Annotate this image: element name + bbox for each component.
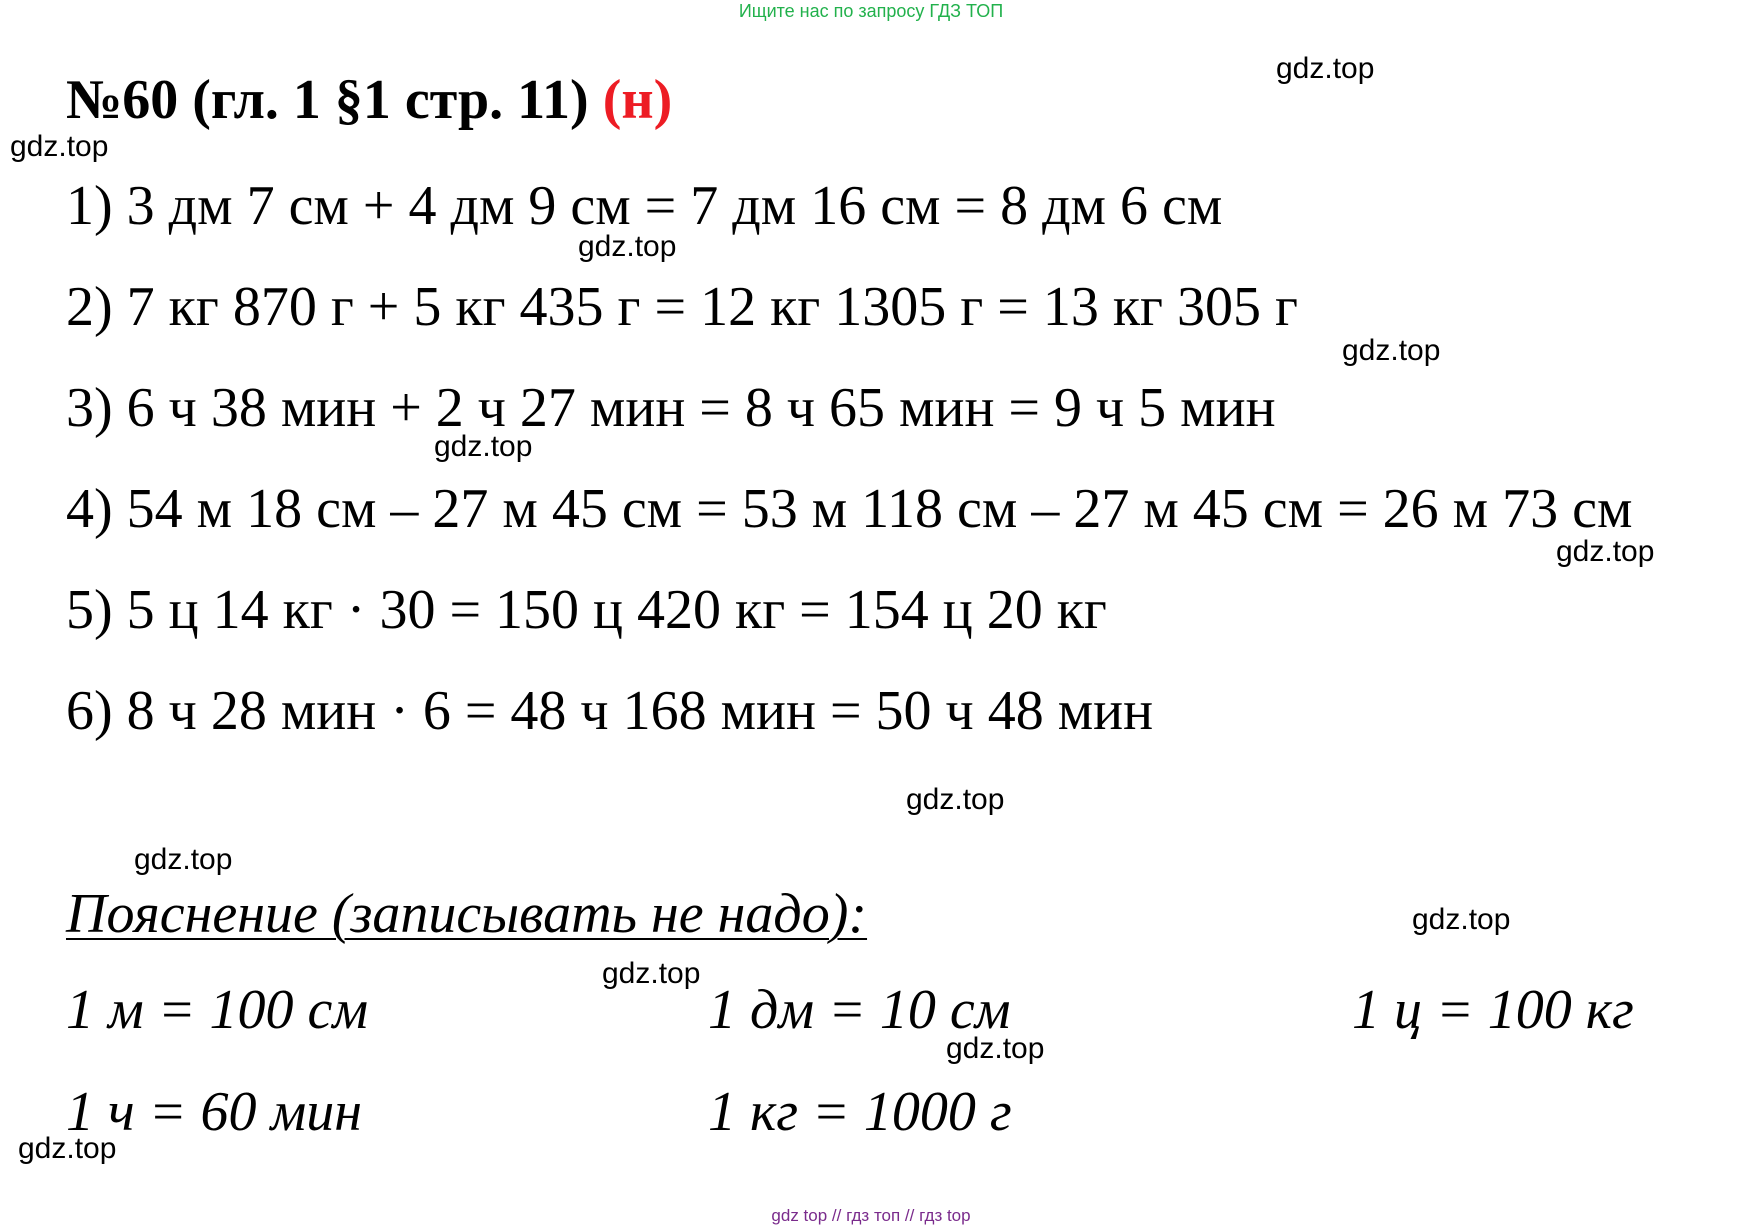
watermark: gdz.top xyxy=(578,230,677,263)
fact-h-min: 1 ч = 60 мин xyxy=(66,1081,363,1143)
watermark: gdz.top xyxy=(1276,52,1375,85)
explanation-title: Пояснение (записывать не надо): xyxy=(66,883,868,945)
watermark: gdz.top xyxy=(946,1032,1045,1065)
equation-5: 5) 5 ц 14 кг · 30 = 150 ц 420 кг = 154 ц 20 кг xyxy=(66,579,1107,641)
fact-kg-g: 1 кг = 1000 г xyxy=(708,1081,1012,1143)
title-text: №60 (гл. 1 §1 стр. 11) xyxy=(66,69,589,131)
watermark: gdz.top xyxy=(602,957,701,990)
watermark: gdz.top xyxy=(18,1132,117,1165)
title-mark: (н) xyxy=(602,69,673,131)
watermark: gdz.top xyxy=(1342,334,1441,367)
fact-dm-cm: 1 дм = 10 см xyxy=(708,979,1011,1041)
equation-2: 2) 7 кг 870 г + 5 кг 435 г = 12 кг 1305 г = 13 кг 305 г xyxy=(66,276,1298,338)
fact-m-cm: 1 м = 100 см xyxy=(66,979,369,1041)
watermark: gdz.top xyxy=(10,130,109,163)
equation-6: 6) 8 ч 28 мин · 6 = 48 ч 168 мин = 50 ч 48 мин xyxy=(66,680,1154,742)
equation-3: 3) 6 ч 38 мин + 2 ч 27 мин = 8 ч 65 мин = 9 ч 5 мин xyxy=(66,377,1276,439)
watermark: gdz.top xyxy=(1412,903,1511,936)
watermark: gdz.top xyxy=(906,783,1005,816)
equation-1: 1) 3 дм 7 см + 4 дм 9 см = 7 дм 16 см = 8 дм 6 см xyxy=(66,175,1223,237)
watermark: gdz.top xyxy=(434,430,533,463)
footer-text: gdz top // гдз топ // гдз top xyxy=(771,1206,971,1225)
problem-title xyxy=(66,68,672,132)
fact-c-kg: 1 ц = 100 кг xyxy=(1352,979,1634,1041)
watermark: gdz.top xyxy=(1556,535,1655,568)
watermark: gdz.top xyxy=(134,843,233,876)
equation-4: 4) 54 м 18 см – 27 м 45 см = 53 м 118 см – 27 м 45 см = 26 м 73 см xyxy=(66,478,1633,540)
top-banner: Ищите нас по запросу ГДЗ ТОП xyxy=(738,1,1004,21)
